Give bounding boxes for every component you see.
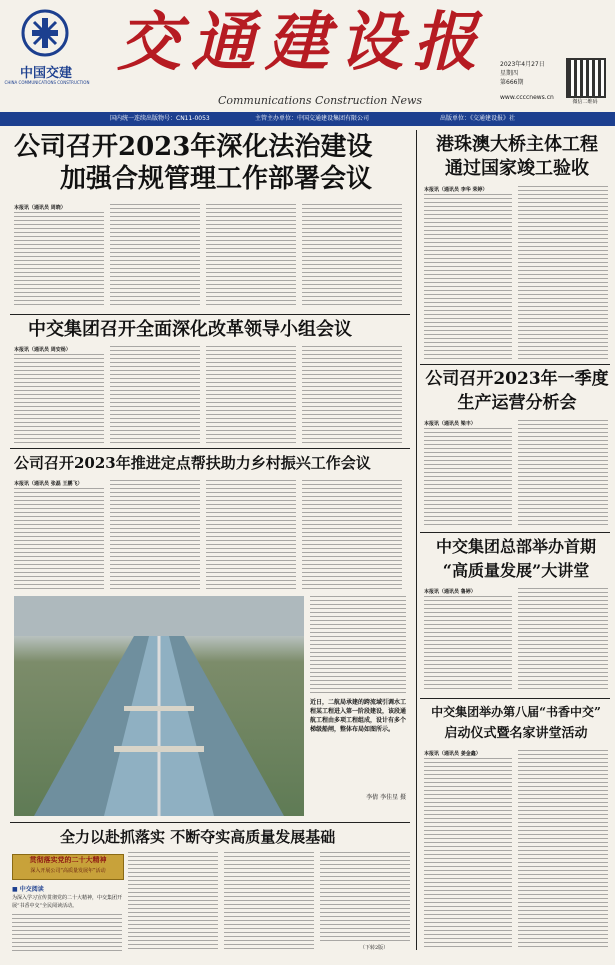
newspaper-title-en: Communications Construction News <box>217 94 423 107</box>
q1-byline: 本报讯（通讯员 梁丰） <box>424 421 476 427</box>
lecture-body-col2 <box>518 588 608 692</box>
lead-body-col4 <box>302 204 402 308</box>
section-rule-bottom <box>10 822 410 823</box>
lead-headline-line2: 加强合规管理工作部署会议 <box>60 164 373 194</box>
info-sponsor: 主管主办单位：中国交通建设集团有限公司 <box>255 115 370 122</box>
reform-headline: 中交集团召开全面深化改革领导小组会议 <box>28 319 352 340</box>
info-bar <box>0 112 615 126</box>
info-publisher: 出版单位：《交通建设报》社 <box>440 115 516 122</box>
info-cn-number: 国内统一连续出版物号：CN11-0053 <box>110 115 210 122</box>
rural-byline: 本报讯（通讯员 张磊 王鹏飞） <box>14 481 83 487</box>
issue-number: 第666期 <box>500 79 524 86</box>
section-rule-lecture <box>420 532 610 533</box>
q1-headline-line1: 公司召开2023年一季度 <box>425 369 609 389</box>
qr-label: 微信二维码 <box>572 99 598 105</box>
q1-body-col2 <box>518 420 608 528</box>
rural-headline: 公司召开2023年推进定点帮扶助力乡村振兴工作会议 <box>14 454 371 472</box>
newspaper-title: 交通建设报 <box>117 5 487 80</box>
lead-body-col3 <box>206 204 296 308</box>
rural-body-col2 <box>110 480 200 592</box>
banner-line2: 深入开展公司“高质量发展年”活动 <box>30 868 106 874</box>
lecture-byline: 本报讯（通讯员 鲁婷） <box>424 589 476 595</box>
continued-note: （下转2版） <box>360 945 389 951</box>
lecture-headline-line1: 中交集团总部举办首期 <box>435 537 596 556</box>
photo-caption: 近日，二航局承建的跨流域引调水工程某工程进入第一阶段建设，该段通航工程由多项工程组成，设计有多个梯级船闸，整体布局如图所示。 <box>310 699 407 733</box>
photo-side-text <box>310 596 406 694</box>
reform-body-col1 <box>14 354 104 444</box>
bottom-body-col2 <box>224 852 314 952</box>
lecture-headline-line2: “高质量发展”大讲堂 <box>442 561 590 580</box>
cccc-logo-icon <box>20 8 70 58</box>
column-body <box>12 914 122 954</box>
q1-body-col1 <box>424 428 512 528</box>
masthead <box>0 0 615 112</box>
logo-subtext: CHINA COMMUNICATIONS CONSTRUCTION <box>4 80 90 85</box>
qr-code-icon <box>566 58 606 98</box>
book-body-col1 <box>424 758 512 948</box>
bottom-body-col3 <box>320 852 410 942</box>
hzmb-byline: 本报讯（通讯员 李华 荣婷） <box>424 187 488 193</box>
column-tag: ■ 中交阅读 <box>12 886 44 893</box>
bottom-body-col1 <box>128 852 218 952</box>
book-byline: 本报讯（通讯员 姜金鑫） <box>424 751 481 757</box>
issue-weekday: 星期四 <box>500 70 519 77</box>
canal-lock-photo <box>14 596 304 816</box>
hzmb-headline-line2: 通过国家竣工验收 <box>445 158 589 179</box>
rural-body-col3 <box>206 480 296 592</box>
reform-body-col3 <box>206 346 296 444</box>
section-rule-book <box>420 698 610 699</box>
hzmb-body-col1 <box>424 194 512 360</box>
photo-credit: 李倩 李佳星 摄 <box>366 794 406 801</box>
book-headline-line1: 中交集团举办第八届“书香中交” <box>431 705 601 719</box>
right-column-divider <box>416 130 417 950</box>
campaign-banner <box>12 854 124 880</box>
reform-body-col2 <box>110 346 200 444</box>
bottom-headline: 全力以赴抓落实 不断夺实高质量发展基础 <box>60 828 336 846</box>
column-text: 为深入学习宣传贯彻党的二十大精神，中交集团开展“书香中交”全民阅读活动。 <box>12 895 123 909</box>
section-rule-rural <box>10 448 410 449</box>
hzmb-headline-line1: 港珠澳大桥主体工程 <box>436 134 598 155</box>
section-rule-reform <box>10 314 410 315</box>
hzmb-body-col2 <box>518 186 608 360</box>
issue-info <box>500 60 560 102</box>
logo-text: 中国交建 <box>19 66 72 81</box>
website: www.ccccnews.cn <box>500 94 554 101</box>
issue-date: 2023年4月27日 <box>500 61 545 68</box>
section-rule-q1 <box>420 364 610 365</box>
q1-headline-line2: 生产运营分析会 <box>457 393 577 413</box>
reform-byline: 本报讯（通讯员 周安杨） <box>14 347 71 353</box>
rural-body-col1 <box>14 488 104 592</box>
rural-body-col4 <box>302 480 402 592</box>
book-headline-line2: 启动仪式暨名家讲堂活动 <box>444 726 588 741</box>
reform-body-col4 <box>302 346 402 444</box>
book-body-col2 <box>518 750 608 948</box>
lead-headline-line1: 公司召开2023年深化法治建设 <box>14 132 373 162</box>
lead-byline: 本报讯（通讯员 周晓） <box>14 205 66 211</box>
canal-illustration <box>14 596 304 816</box>
lead-body-col1 <box>14 212 104 308</box>
lecture-body-col1 <box>424 596 512 692</box>
lead-body-col2 <box>110 204 200 308</box>
banner-line1: 贯彻落实党的二十大精神 <box>29 856 107 864</box>
